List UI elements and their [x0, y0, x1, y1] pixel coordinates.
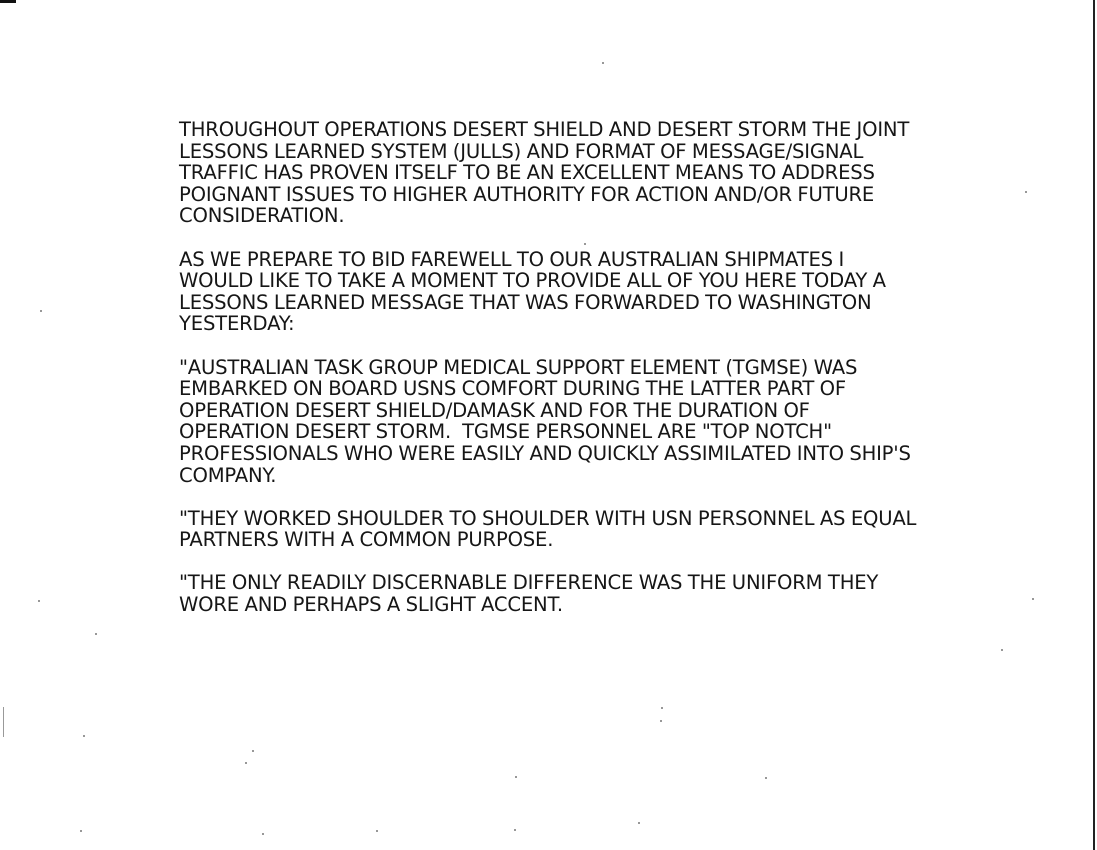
text-line: YESTERDAY:: [179, 312, 295, 336]
scan-speck: [95, 633, 97, 635]
scan-speck: [514, 829, 516, 831]
text-line: OPERATION DESERT SHIELD/DAMASK AND FOR THE DURATION OF: [179, 398, 810, 422]
text-line: THROUGHOUT OPERATIONS DESERT SHIELD AND DESERT STORM THE JOINT: [179, 118, 910, 141]
scan-speck: [638, 822, 640, 824]
page-right-edge: [1093, 0, 1095, 850]
text-line: "AUSTRALIAN TASK GROUP MEDICAL SUPPORT ELEMENT (TGMSE) WAS: [179, 355, 858, 379]
scan-speck: [252, 750, 254, 752]
scan-speck: [515, 776, 517, 778]
scan-speck: [38, 600, 40, 602]
scan-speck: [80, 830, 82, 832]
scan-speck: [262, 833, 264, 835]
text-line: PROFESSIONALS WHO WERE EASILY AND QUICKLY ASSIMILATED INTO SHIP'S: [179, 441, 911, 465]
document-body: [179, 119, 1059, 637]
text-line: PARTNERS WITH A COMMON PURPOSE.: [179, 528, 554, 552]
paragraph-quote-shoulder: [179, 508, 1059, 551]
scan-speck: [245, 762, 247, 764]
text-line: COMPANY.: [179, 463, 277, 487]
scan-speck: [40, 310, 42, 312]
scan-speck: [661, 707, 663, 709]
paragraph-quote-tgmse: [179, 357, 1059, 487]
text-line: "THE ONLY READILY DISCERNABLE DIFFERENCE WAS THE UNIFORM THEY: [179, 571, 879, 595]
text-line: LESSONS LEARNED SYSTEM (JULLS) AND FORMAT OF MESSAGE/SIGNAL: [179, 139, 864, 163]
scan-speck: [765, 777, 767, 779]
scan-speck: [602, 62, 604, 64]
text-line: LESSONS LEARNED MESSAGE THAT WAS FORWARDED TO WASHINGTON: [179, 290, 872, 314]
text-line: OPERATION DESERT STORM. TGMSE PERSONNEL ARE "TOP NOTCH": [179, 420, 832, 444]
paragraph-intro: [179, 119, 1059, 227]
text-line: TRAFFIC HAS PROVEN ITSELF TO BE AN EXCELLENT MEANS TO ADDRESS: [179, 161, 875, 185]
scan-speck: [83, 735, 85, 737]
scan-speck: [660, 720, 662, 722]
scan-speck: [1001, 649, 1003, 651]
paragraph-farewell: [179, 249, 1059, 335]
scan-margin-mark: [3, 707, 4, 737]
scan-corner-mark: [0, 0, 16, 3]
text-line: AS WE PREPARE TO BID FAREWELL TO OUR AUSTRALIAN SHIPMATES I: [179, 247, 845, 271]
paragraph-quote-uniform: [179, 572, 1059, 615]
text-line: "THEY WORKED SHOULDER TO SHOULDER WITH USN PERSONNEL AS EQUAL: [179, 506, 917, 530]
text-line: CONSIDERATION.: [179, 204, 345, 228]
text-line: EMBARKED ON BOARD USNS COMFORT DURING THE LATTER PART OF: [179, 377, 846, 401]
scan-speck: [376, 830, 378, 832]
text-line: POIGNANT ISSUES TO HIGHER AUTHORITY FOR ACTION AND/OR FUTURE: [179, 182, 875, 206]
text-line: WOULD LIKE TO TAKE A MOMENT TO PROVIDE ALL OF YOU HERE TODAY A: [179, 269, 886, 293]
text-line: WORE AND PERHAPS A SLIGHT ACCENT.: [179, 593, 563, 617]
